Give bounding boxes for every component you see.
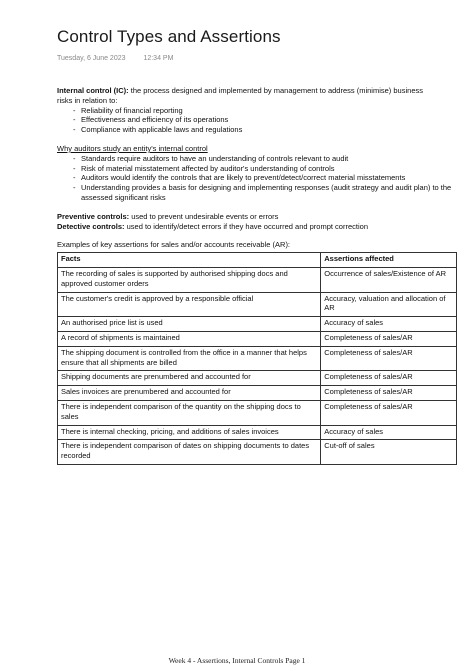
list-item: - Risk of material misstatement affected by auditor's understanding of controls <box>73 164 457 174</box>
assertion-cell: Completeness of sales/AR <box>321 331 457 346</box>
list-item: - Compliance with applicable laws and regulations <box>73 125 457 135</box>
assertion-cell: Completeness of sales/AR <box>321 371 457 386</box>
list-item: - Auditors would identify the controls that are likely to prevent/detect/correct material misstatements <box>73 173 457 183</box>
assertions-table <box>57 252 457 465</box>
preventive-term: Preventive controls: <box>57 211 130 221</box>
page-footer: Week 4 - Assertions, Internal Controls Page 1 <box>168 656 306 665</box>
note-content <box>57 86 457 465</box>
detective-text: used to identify/detect errors if they have occurred and prompt correction <box>124 221 368 231</box>
list-item: - Standards require auditors to have an understanding of controls relevant to audit <box>73 154 457 164</box>
page-date: Tuesday, 6 June 2023 <box>57 55 126 62</box>
fact-cell: Shipping documents are prenumbered and accounted for <box>58 371 321 386</box>
column-header-facts: Facts <box>58 253 321 268</box>
internal-control-def-line1: the process designed and implemented by management to address (minimise) business <box>128 86 423 95</box>
detective-term: Detective controls: <box>57 221 125 231</box>
detective-controls <box>57 222 457 232</box>
table-row <box>58 331 457 346</box>
fact-cell: An authorised price list is used <box>58 317 321 332</box>
assertion-cell: Completeness of sales/AR <box>321 386 457 401</box>
fact-cell: There is independent comparison of the quantity on the shipping docs to sales <box>58 400 321 425</box>
assertion-cell: Accuracy of sales <box>321 317 457 332</box>
assertion-cell: Cut-off of sales <box>321 440 457 465</box>
column-header-assertions: Assertions affected <box>321 253 457 268</box>
list-item: - Understanding provides a basis for designing and implementing responses (audit strategy and audit plan) to the assessed significant risks <box>73 183 457 203</box>
fact-cell: The shipping document is controlled from the office in a manner that helps ensure that all shipments are billed <box>58 346 321 371</box>
why-heading: Why auditors study an entity's internal control <box>57 143 208 153</box>
assertion-cell: Completeness of sales/AR <box>321 400 457 425</box>
fact-cell: A record of shipments is maintained <box>58 331 321 346</box>
internal-control-definition <box>57 86 457 106</box>
page-title: Control Types and Assertions <box>57 27 281 46</box>
table-row <box>58 346 457 371</box>
table-row <box>58 371 457 386</box>
table-header-row <box>58 253 457 268</box>
table-row <box>58 292 457 317</box>
assertion-cell: Occurrence of sales/Existence of AR <box>321 267 457 292</box>
page-time: 12:34 PM <box>143 55 174 62</box>
assertion-cell: Accuracy, valuation and allocation of AR <box>321 292 457 317</box>
fact-cell: There is internal checking, pricing, and additions of sales invoices <box>58 425 321 440</box>
fact-cell: There is independent comparison of dates on shipping documents to dates recorded <box>58 440 321 465</box>
list-item: - Reliability of financial reporting <box>73 106 457 116</box>
page-meta <box>57 55 173 62</box>
fact-cell: The customer's credit is approved by a responsible official <box>58 292 321 317</box>
internal-control-def-line2: risks in relation to: <box>57 95 118 105</box>
why-list <box>57 154 457 203</box>
table-row <box>58 440 457 465</box>
internal-control-term: Internal control (IC): <box>57 86 129 95</box>
table-caption: Examples of key assertions for sales and/or accounts receivable (AR): <box>57 240 291 250</box>
table-row <box>58 267 457 292</box>
preventive-text: used to prevent undesirable events or errors <box>129 211 279 221</box>
table-row <box>58 400 457 425</box>
assertion-cell: Completeness of sales/AR <box>321 346 457 371</box>
preventive-controls <box>57 212 457 222</box>
table-row <box>58 317 457 332</box>
table-row <box>58 425 457 440</box>
list-item: - Effectiveness and efficiency of its operations <box>73 115 457 125</box>
table-row <box>58 386 457 401</box>
assertion-cell: Accuracy of sales <box>321 425 457 440</box>
internal-control-list <box>57 106 457 135</box>
fact-cell: Sales invoices are prenumbered and accounted for <box>58 386 321 401</box>
fact-cell: The recording of sales is supported by authorised shipping docs and approved customer orders <box>58 267 321 292</box>
